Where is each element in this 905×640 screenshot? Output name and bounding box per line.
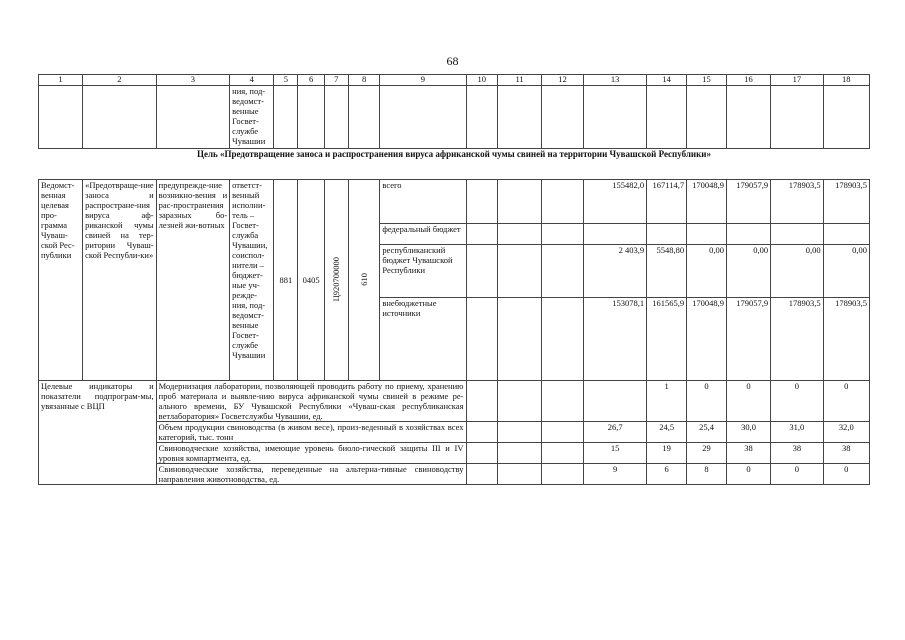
- value-cell: [726, 223, 770, 244]
- csr-code: Ц920700000: [331, 256, 342, 302]
- indicator-value: 29: [687, 443, 727, 464]
- indicator-value: 31,0: [771, 422, 824, 443]
- rzpr-code: 0405: [298, 180, 324, 381]
- indicator-text: Свиноводческие хозяйства, имеющие уровень биоло-гической защиты III и IV уровня компартмента, ед.: [156, 443, 466, 464]
- indicator-value: 38: [726, 443, 770, 464]
- col-num: 4: [230, 75, 274, 86]
- value-cell: 179057,9: [726, 180, 770, 224]
- col-num: 10: [466, 75, 498, 86]
- value-cell: [687, 223, 727, 244]
- indicator-row: [39, 464, 870, 485]
- col-num: 9: [380, 75, 466, 86]
- indicator-value: 32,0: [823, 422, 869, 443]
- indicator-value: 0: [771, 381, 824, 422]
- program-table: [38, 74, 870, 485]
- indicator-text: Модернизация лаборатории, позволяющей проводить работу по приему, хранению проб материала и выявле-нию вируса африканской чумы свиней в режиме ре-ального времени, БУ Чувашской Республики «Чуваш-ская республиканская ветлаборатория» Госветслужбы Чувашии, ед.: [156, 381, 466, 422]
- value-cell: 2 403,9: [584, 244, 647, 297]
- indicator-value: 38: [823, 443, 869, 464]
- continuation-row: [39, 86, 870, 149]
- col-num: 7: [324, 75, 348, 86]
- col-num: 15: [687, 75, 727, 86]
- source-label: республиканский бюджет Чувашской Республики: [380, 244, 466, 297]
- col-num: 1: [39, 75, 83, 86]
- indicator-value: [584, 381, 647, 422]
- value-cell: 153078,1: [584, 297, 647, 380]
- program-status: Ведомст-венная целевая про-грамма Чуваш-ской Рес-публики: [39, 180, 83, 381]
- program-name: «Предотвраще-ние заноса и распростране-ния вируса аф-риканской чумы свиней на тер-ритории Чуваш-ской Республи-ки»: [83, 180, 157, 381]
- value-cell: 170048,9: [687, 180, 727, 224]
- value-cell: [584, 223, 647, 244]
- indicator-value: 25,4: [687, 422, 727, 443]
- indicator-text: Свиноводческие хозяйства, переведенные на альтерна-тивные свиноводству направления животноводства, ед.: [156, 464, 466, 485]
- goal-row: [39, 149, 870, 180]
- source-label: федеральный бюджет: [380, 223, 466, 244]
- indicator-value: 26,7: [584, 422, 647, 443]
- value-cell: [771, 223, 824, 244]
- col-num: 8: [348, 75, 380, 86]
- col-num: 2: [83, 75, 157, 86]
- goal-title: Цель «Предотвращение заноса и распространения вируса африканской чумы свиней на территории Чувашской Республики»: [39, 149, 870, 180]
- value-cell: 5548,80: [647, 244, 687, 297]
- value-cell: 167114,7: [647, 180, 687, 224]
- indicator-row: [39, 381, 870, 422]
- col-num: 11: [498, 75, 542, 86]
- indicator-value: 30,0: [726, 422, 770, 443]
- program-executor: ответст-венный исполни-тель – Госвет-служба Чувашии, соиспол-нители – бюджет-ные уч-режде-ния, под-ведомст-венные Госвет-службе Чувашии: [230, 180, 274, 381]
- value-cell: 0,00: [687, 244, 727, 297]
- value-cell: 178903,5: [823, 297, 869, 380]
- value-cell: 155482,0: [584, 180, 647, 224]
- source-label: внебюджетные источники: [380, 297, 466, 380]
- value-cell: 161565,9: [647, 297, 687, 380]
- source-label: всего: [380, 180, 466, 224]
- program-task: предупрежде-ние возникно-вения и рас-пространения заразных бо-лезней жи-вотных: [156, 180, 230, 381]
- col-num: 18: [823, 75, 869, 86]
- col-num: 3: [156, 75, 230, 86]
- col-num: 14: [647, 75, 687, 86]
- indicator-value: 9: [584, 464, 647, 485]
- indicator-value: 19: [647, 443, 687, 464]
- value-cell: 178903,5: [771, 180, 824, 224]
- col-num: 17: [771, 75, 824, 86]
- indicator-value: 24,5: [647, 422, 687, 443]
- indicator-value: 6: [647, 464, 687, 485]
- value-cell: 179057,9: [726, 297, 770, 380]
- value-cell: 0,00: [726, 244, 770, 297]
- indicator-text: Объем продукции свиноводства (в живом весе), произ-веденный в хозяйствах всех категорий, тыс. тонн: [156, 422, 466, 443]
- indicators-title: Целевые индикаторы и показатели подпрограм-мы, увязанные с ВЦП: [39, 381, 157, 485]
- indicator-row: [39, 443, 870, 464]
- value-cell: [647, 223, 687, 244]
- executor-continuation: ния, под-ведомст-венные Госвет-службе Чувашии: [230, 86, 274, 149]
- indicator-value: 15: [584, 443, 647, 464]
- col-num: 5: [274, 75, 298, 86]
- indicator-value: 0: [823, 464, 869, 485]
- grbs-code: 881: [274, 180, 298, 381]
- column-number-row: [39, 75, 870, 86]
- value-cell: 170048,9: [687, 297, 727, 380]
- value-cell: [823, 223, 869, 244]
- value-cell: 0,00: [823, 244, 869, 297]
- indicator-value: 0: [726, 464, 770, 485]
- value-cell: 178903,5: [771, 297, 824, 380]
- col-num: 16: [726, 75, 770, 86]
- col-num: 13: [584, 75, 647, 86]
- source-row-total: [39, 180, 870, 224]
- indicator-value: 0: [823, 381, 869, 422]
- col-num: 12: [542, 75, 584, 86]
- indicator-value: 0: [687, 381, 727, 422]
- value-cell: 178903,5: [823, 180, 869, 224]
- indicator-row: [39, 422, 870, 443]
- indicator-value: 8: [687, 464, 727, 485]
- indicator-value: 0: [771, 464, 824, 485]
- col-num: 6: [298, 75, 324, 86]
- indicator-value: 1: [647, 381, 687, 422]
- value-cell: 0,00: [771, 244, 824, 297]
- page-number: 68: [446, 54, 459, 68]
- indicator-value: 0: [726, 381, 770, 422]
- vr-code: 610: [359, 272, 370, 286]
- indicator-value: 38: [771, 443, 824, 464]
